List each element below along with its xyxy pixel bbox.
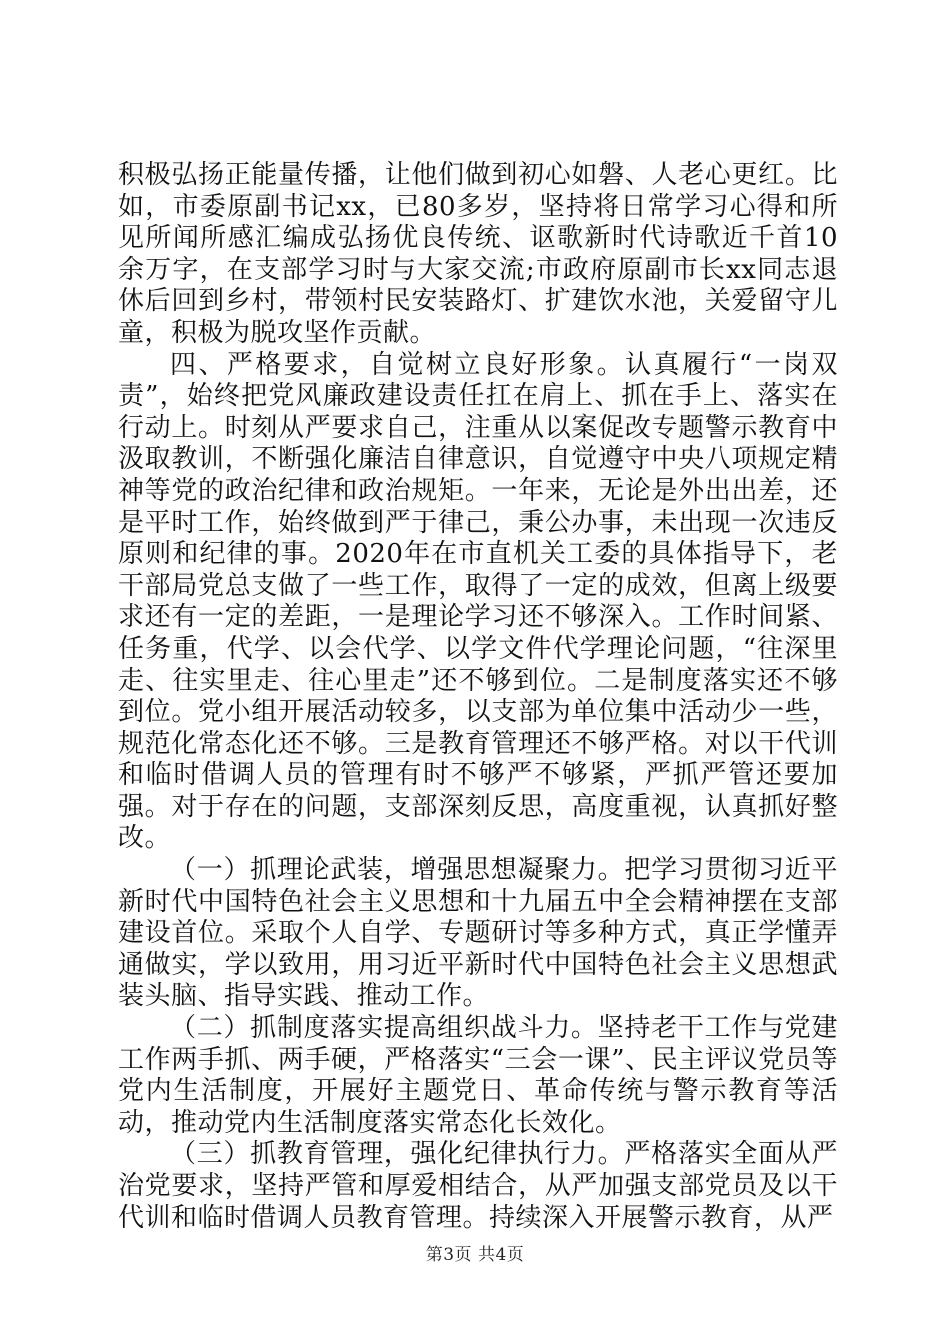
- paragraph-3: （一）抓理论武装，增强思想凝聚力。把学习贯彻习近平新时代中国特色社会主义思想和十九届五中全会精神摆在支部建设首位。采取个人自学、专题研讨等多种方式，真正学懂弄通做实，学以致用，用习近平新时代中国特色社会主义思想武装头脑、指导实践、推动工作。: [118, 855, 838, 1012]
- page-footer: [0, 1244, 950, 1266]
- paragraph-5: （三）抓教育管理，强化纪律执行力。严格落实全面从严治党要求，坚持严管和厚爱相结合，从严加强支部党员及以干代训和临时借调人员教育管理。持续深入开展警示教育，从严: [118, 1139, 838, 1233]
- document-body: [118, 160, 838, 1234]
- paragraph-4: （二）抓制度落实提高组织战斗力。坚持老干工作与党建工作两手抓、两手硬，严格落实“三会一课”、民主评议党员等党内生活制度，开展好主题党日、革命传统与警示教育等活动，推动党内生活制度落实常态化长效化。: [118, 1013, 838, 1138]
- page-number: 第3页 共4页: [425, 1245, 525, 1265]
- paragraph-1: 积极弘扬正能量传播，让他们做到初心如磐、人老心更红。比如，市委原副书记xx，已80多岁，坚持将日常学习心得和所见所闻所感汇编成弘扬优良传统、讴歌新时代诗歌近千首10余万字，在支部学习时与大家交流;市政府原副市长xx同志退休后回到乡村，带领村民安装路灯、扩建饮水池，关爱留守儿童，积极为脱攻坚作贡献。: [118, 160, 838, 348]
- paragraph-2: 四、严格要求，自觉树立良好形象。认真履行“一岗双责”，始终把党风廉政建设责任扛在肩上、抓在手上、落实在行动上。时刻从严要求自己，注重从以案促改专题警示教育中汲取教训，不断强化廉洁自律意识，自觉遵守中央八项规定精神等党的政治纪律和政治规矩。一年来，无论是外出出差，还是平时工作，始终做到严于律己，秉公办事，未出现一次违反原则和纪律的事。2020年在市直机关工委的具体指导下，老干部局党总支做了一些工作，取得了一定的成效，但离上级要求还有一定的差距，一是理论学习还不够深入。工作时间紧、任务重，代学、以会代学、以学文件代学理论问题，“往深里走、往实里走、往心里走”还不够到位。二是制度落实还不够到位。党小组开展活动较多，以支部为单位集中活动少一些，规范化常态化还不够。三是教育管理还不够严格。对以干代训和临时借调人员的管理有时不够严不够紧，严抓严管还要加强。对于存在的问题，支部深刻反思，高度重视，认真抓好整改。: [118, 349, 838, 854]
